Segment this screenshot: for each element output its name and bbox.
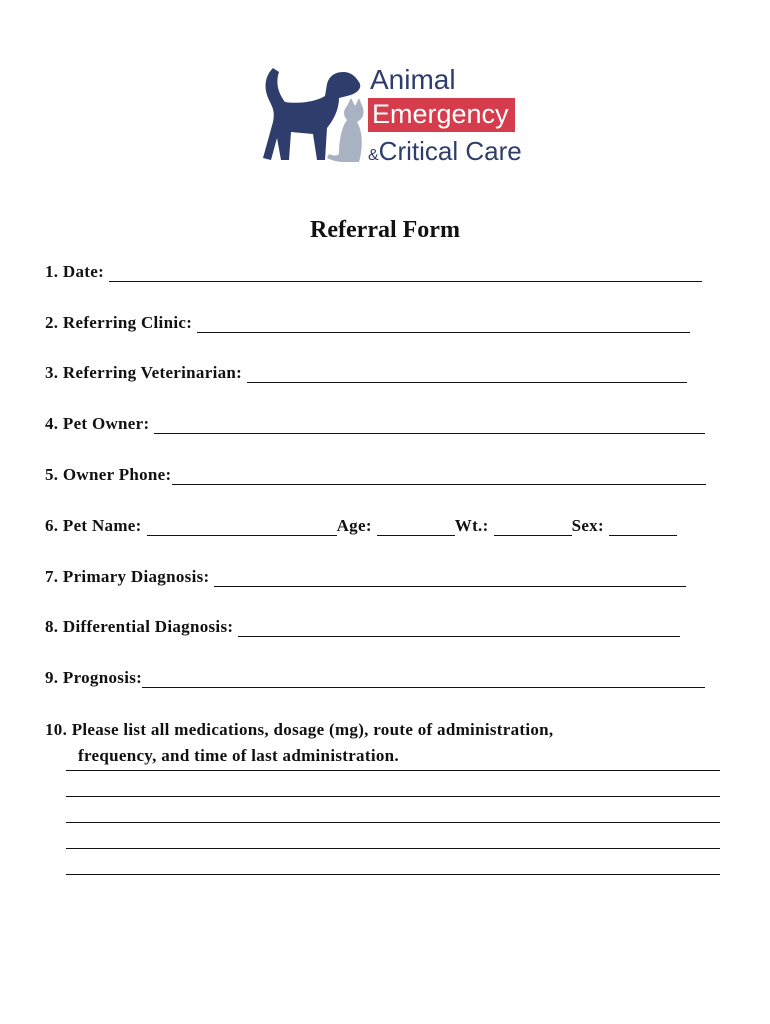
medications-line2: frequency, and time of last administration. bbox=[78, 746, 399, 765]
brand-critical-care-text: Critical Care bbox=[378, 136, 522, 166]
owner-label: 4. Pet Owner: bbox=[45, 414, 150, 433]
dog-cat-silhouette-icon bbox=[255, 62, 370, 170]
owner-field[interactable] bbox=[154, 417, 705, 434]
sex-field[interactable] bbox=[609, 519, 677, 536]
owner-row bbox=[45, 414, 705, 434]
medications-answer-line-1[interactable] bbox=[66, 770, 720, 771]
medications-answer-line-3[interactable] bbox=[66, 822, 720, 823]
clinic-label: 2. Referring Clinic: bbox=[45, 313, 193, 332]
primary-dx-label: 7. Primary Diagnosis: bbox=[45, 567, 210, 586]
medications-line1: 10. Please list all medications, dosage (mg), route of administration, bbox=[45, 720, 554, 739]
medications-question bbox=[45, 717, 725, 769]
phone-field[interactable] bbox=[172, 468, 706, 485]
prognosis-field[interactable] bbox=[142, 671, 705, 688]
prognosis-row bbox=[45, 668, 705, 688]
primary-dx-row bbox=[45, 567, 686, 587]
sex-label: Sex: bbox=[571, 516, 604, 535]
diff-dx-row bbox=[45, 617, 680, 637]
clinic-field[interactable] bbox=[197, 316, 690, 333]
brand-emergency: Emergency bbox=[368, 98, 515, 132]
vet-row bbox=[45, 363, 687, 383]
medications-answer-line-4[interactable] bbox=[66, 848, 720, 849]
age-field[interactable] bbox=[377, 519, 455, 536]
phone-row bbox=[45, 465, 706, 485]
brand-ampersand: & bbox=[368, 147, 379, 164]
age-label: Age: bbox=[336, 516, 372, 535]
clinic-row bbox=[45, 313, 690, 333]
prognosis-label: 9. Prognosis: bbox=[45, 668, 143, 687]
pet-name-field[interactable] bbox=[147, 519, 337, 536]
medications-answer-line-2[interactable] bbox=[66, 796, 720, 797]
vet-label: 3. Referring Veterinarian: bbox=[45, 363, 243, 382]
diff-dx-label: 8. Differential Diagnosis: bbox=[45, 617, 234, 636]
page-title: Referral Form bbox=[310, 217, 460, 243]
brand-animal: Animal bbox=[370, 64, 456, 95]
primary-dx-field[interactable] bbox=[214, 570, 686, 587]
brand-critical-care bbox=[368, 138, 522, 164]
wt-label: Wt.: bbox=[454, 516, 489, 535]
pet-row bbox=[45, 516, 677, 536]
date-row bbox=[45, 262, 702, 282]
diff-dx-field[interactable] bbox=[238, 620, 680, 637]
wt-field[interactable] bbox=[494, 519, 572, 536]
vet-field[interactable] bbox=[247, 366, 687, 383]
date-field[interactable] bbox=[109, 265, 702, 282]
pet-name-label: 6. Pet Name: bbox=[45, 516, 142, 535]
medications-answer-line-5[interactable] bbox=[66, 874, 720, 875]
date-label: 1. Date: bbox=[45, 262, 105, 281]
phone-label: 5. Owner Phone: bbox=[45, 465, 172, 484]
clinic-logo bbox=[255, 62, 525, 170]
